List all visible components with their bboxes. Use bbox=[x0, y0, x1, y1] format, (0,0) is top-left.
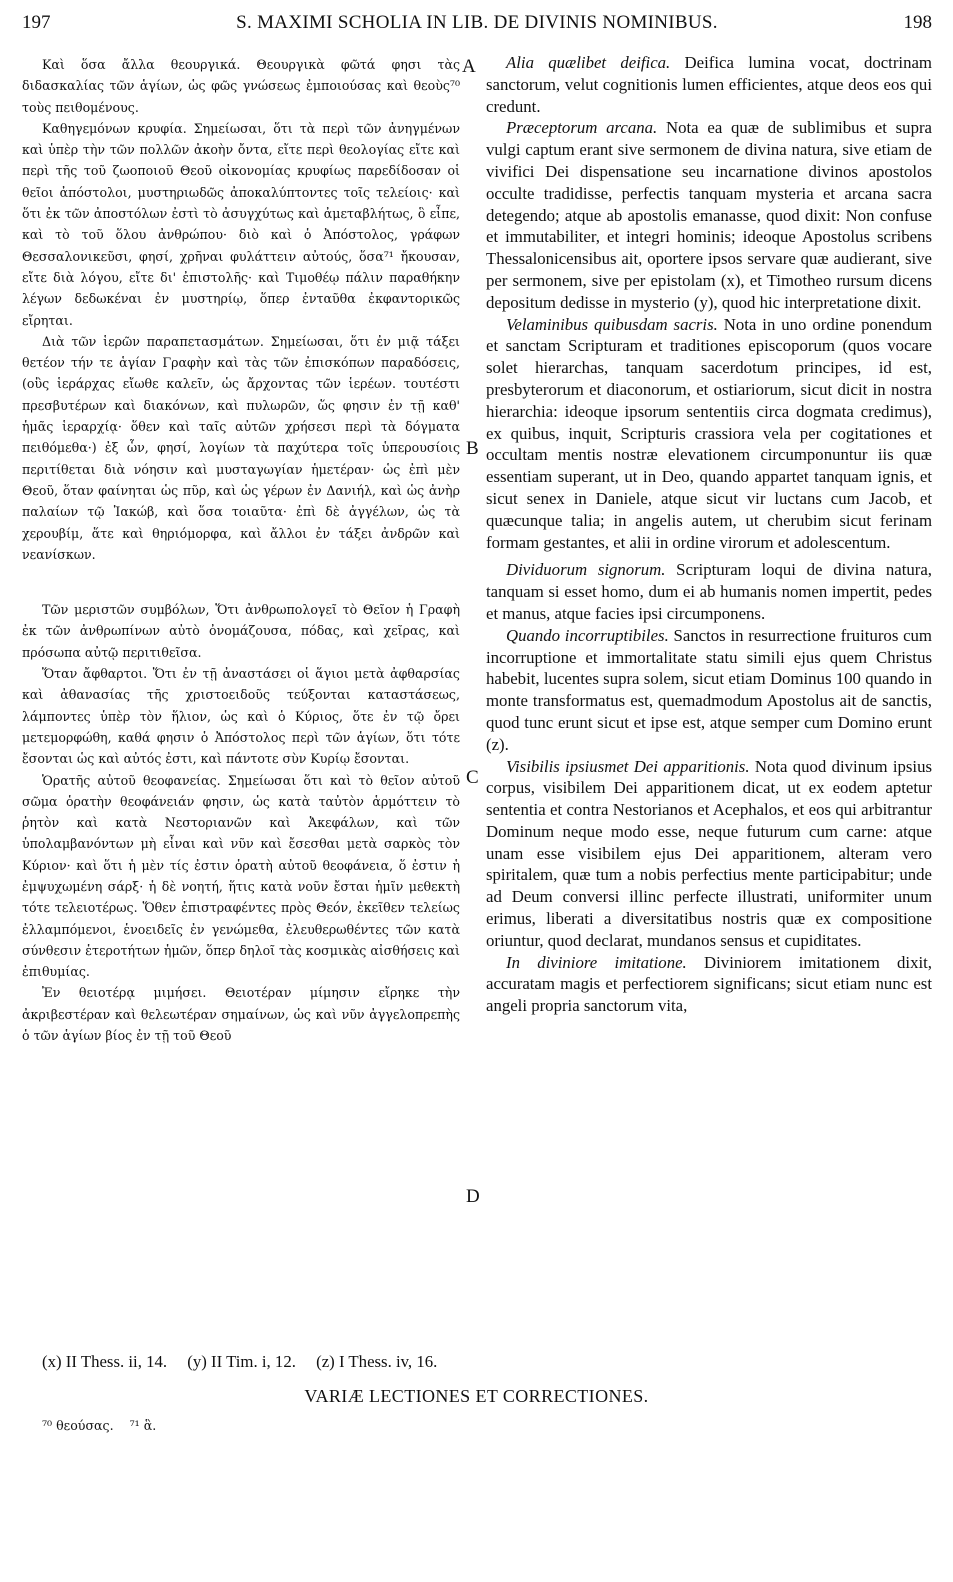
margin-letter-c: C bbox=[466, 767, 479, 788]
variant-note-70: ⁷⁰ θεούσας. bbox=[42, 1418, 114, 1433]
latin-lemma: Dividuorum signorum. bbox=[506, 560, 666, 580]
latin-lemma: Visibilis ipsiusmet Dei apparitionis. bbox=[506, 756, 750, 776]
latin-text: Scripturam loqui de divina natura, tanquam si esset homo, dum ei ab humanis nomen impertit, pedes et manus, atque facies ipsi circumponens. bbox=[486, 560, 932, 623]
section-gap bbox=[22, 565, 460, 599]
page-number-right: 198 bbox=[903, 12, 932, 33]
latin-text: Nota quod divinum ipsius corpus, visibilem Dei apparitionem dicat, ut ex eodem aptetur sententia et contra Nestorianos et Acephalos, et eos qui arbitrantur Dominum neque modo esse, neque futurum cum carne: atque unam esse visibilem ejus Dei apparitionem, alteram vero spiritalem, quæ tum a nobis perfectius mente participabitur; unde ad Deum conversi illinc perfecte illustrati, uniformiter unum erimus, liberati a diversitatibus nostris quæ ex compositione oriuntur, quod declarat, mundanos sensus et cupiditates. bbox=[486, 756, 932, 950]
latin-text: Nota ea quæ de sublimibus et supra vulgi captum erant sive sermonem de divina natura, sive etiam de vivifici Dei dispensatione seu incarnatione divinos apostolos occulte tradidisse, perfectis tanquam mysteria et arcana sacra detegendo; atque ab apostolis emanasse, quod dixit: Non confuse et immutabiliter, et integri hominis; ideoque Apostolus scribens Thessalonicensibus ait, oportere ipsos servare quæ audierant, sive per sermonem, sive per epistolam (x), et Timotheo rursum dicens depositum dedisse in mysterio (y), quod hic interpretatione dixit. bbox=[486, 118, 932, 312]
running-title: S. MAXIMI SCHOLIA IN LIB. DE DIVINIS NOMINIBUS. bbox=[236, 12, 718, 33]
greek-paragraph: Ἐν θειοτέρᾳ μιμήσει. Θειοτέραν μίμησιν εἴρηκε τὴν ἀκριβεστέραν καὶ θελεωτέραν σημαίνων, ὡς καὶ νῦν ἀγγελοπρεπὴς ὁ τῶν ἁγίων βίος ἐν τῇ τοῦ Θεοῦ bbox=[22, 985, 460, 1044]
margin-letter-a: A bbox=[462, 56, 476, 77]
variants-heading: VARIÆ LECTIONES ET CORRECTIONES. bbox=[304, 1386, 649, 1406]
latin-paragraph bbox=[486, 559, 932, 624]
reference-z: (z) I Thess. iv, 16. bbox=[316, 1352, 438, 1371]
latin-lemma: Præceptorum arcana. bbox=[506, 118, 658, 138]
margin-letter-b: B bbox=[466, 438, 479, 459]
reference-y: (y) II Tim. i, 12. bbox=[187, 1352, 296, 1371]
greek-paragraph: Ὅταν ἄφθαρτοι. Ὅτι ἐν τῇ ἀναστάσει οἱ ἅγιοι μετὰ ἀφθαρσίας καὶ ἀθανασίας τῆς χριστοειδοῦς τεύξονται καταστάσεως, λάμποντες ὑπὲρ τὸν ἥλιον, ὡς καὶ ὁ Κύριος, ὅτε ἐν τῷ ὄρει μετεμορφώθη, καθά φησιν ὁ Ἀπόστολος περὶ τῶν ἁγίων, ὅτι τότε ἔσονται ὡς καὶ αὐτός ἐστι, καὶ πάντοτε σὺν Κυρίῳ ἔσονται. bbox=[22, 666, 460, 767]
greek-paragraph: Καθηγεμόνων κρυφία. Σημείωσαι, ὅτι τὰ περὶ τῶν ἀνηγμένων καὶ ὑπὲρ τὴν τῶν πολλῶν ἀκοὴν ὄντα, εἴτε περὶ θεολογίας εἴτε καὶ περὶ τῆς τοῦ ζωοποιοῦ Θεοῦ οἰκονομίας κρυφίως παρεδίδοσαν οἱ θεῖοι ἀπόστολοι, μυστηριωδῶς ἀποκαλύπτοντες τοῖς τελείοις· καὶ ὅτι ἐκ τῶν ἀποστόλων ἐστὶ τὸ ἀσυγχύτως καὶ ἀμεταβλήτως, ὃ εἶπε, καὶ τὸ τοῦ ὅλου ἀνθρώπου· διὸ καὶ ὁ Ἀπόστολος, γράφων Θεσσαλονικεῦσι, φησί, χρῆναι φυλάττειν αὐτούς, ὅσα⁷¹ ἤκουσαν, εἴτε διὰ λόγου, εἴτε δι' ἐπιστολῆς· καὶ Τιμοθέῳ πάλιν παραθήκην λέγων δεδωκέναι ἐν μυστηρίῳ, ὅπερ ἐνταῦθα ἐκφαντορικῶς εἴρηται. bbox=[22, 120, 460, 328]
latin-text: Sanctos in resurrectione fruituros cum incorruptione et immortalitate statu simili ejus quem Christus habebit, lucentes supra solem, sicut etiam Dominus 100 quando in monte transformatus est, quemadmodum Apostolus ait de sanctis, quod tunc erunt sicut et ipse est, atque semper cum Domino erunt (z). bbox=[486, 625, 932, 754]
latin-paragraph bbox=[486, 625, 932, 756]
latin-text: Nota in uno ordine ponendum et sanctam Scripturam et traditiones episcoporum (quos vocare solet hierarchas, tanquam sacerdotum principes, id est, presbyterorum et diaconorum, et ostiariorum, sicut dicit in nostra hierarchia: ideoque ipsorum sententiis circa dogmata credimus), ex quibus, inquit, Scripturis crassiora vela per cogitationes et occultam mentis nostræ elevationem circumponuntur iis quæ essentiam superant, ut in Deo, quando appartet tanquam ignis, et sicut senex in Daniele, atque sicut vir luctans cum Jacob, et quæcunque talia; in angelis autem, ut cherubim sicut ferinam formam gestantes, et alii in ordine virorum et adolescentum. bbox=[486, 314, 932, 552]
scripture-references bbox=[42, 1352, 922, 1380]
latin-lemma: Quando incorruptibiles. bbox=[506, 625, 669, 645]
greek-column bbox=[22, 54, 460, 1344]
page-number-left: 197 bbox=[22, 12, 51, 33]
latin-text: Diviniorem imitationem dixit, accuratam magis et perfectiorem significans; sicut etiam nunc est angeli propria sanctorum vita, bbox=[486, 952, 932, 1016]
latin-column bbox=[486, 52, 932, 1342]
greek-paragraph: Καὶ ὅσα ἄλλα θεουργικά. Θεουργικὰ φῶτά φησι τὰς διδασκαλίας τῶν ἁγίων, ὡς φῶς γνώσεως ἐμποιούσας καὶ θεοὺς⁷⁰ τοὺς πειθομένους. bbox=[22, 57, 460, 115]
variant-notes bbox=[42, 1418, 168, 1433]
latin-lemma: Alia quælibet deifica. bbox=[506, 53, 671, 72]
greek-paragraph: Ὁρατῆς αὐτοῦ θεοφανείας. Σημείωσαι ὅτι καὶ τὸ θεῖον αὐτοῦ σῶμα ὁρατὴν θεοφάνειάν φησιν, ὡς κατὰ ταὐτὸν ἁρμόττειν τὸ ῥητὸν καὶ κατὰ Νεστοριανῶν καὶ Ἀκεφάλων, καὶ τῶν ὑπολαμβανόντων μὴ εἶναι καὶ νῦν καὶ ἔσεσθαι μετὰ σαρκὸς τὸν Κύριον· καὶ ὅτι ἡ μὲν τίς ἐστιν ὁρατὴ αὐτοῦ θεοφάνεια, ὅ ἐστιν ἡ ἐμψυχωμένη σάρξ· ἡ δὲ νοητή, ἥτις κατὰ νοῦν ἔσται ἡμῖν μεθεκτὴ τότε τελειοτέρως. Ὅθεν ἐπιστραφέντες πρὸς Θεόν, ἐκεῖθεν τελείως ἐλλαμπόμενοι, ἑνοειδεῖς ἐν γενώμεθα, ἐλευθερωθέντες τῶν κατὰ σύνθεσιν ἑτεροτήτων ἡμῶν, ὅπερ δηλοῖ τὰς κοσμικὰς αἰσθήσεις καὶ ἐπιθυμίας. bbox=[22, 772, 460, 980]
latin-lemma: In diviniore imitatione. bbox=[506, 952, 687, 972]
latin-paragraph bbox=[486, 52, 932, 117]
running-header bbox=[22, 12, 932, 42]
reference-x: (x) II Thess. ii, 14. bbox=[42, 1352, 168, 1371]
greek-paragraph: Τῶν μεριστῶν συμβόλων, Ὅτι ἀνθρωπολογεῖ τὸ Θεῖον ἡ Γραφὴ ἐκ τῶν ἀνθρωπίνων αὐτὸ ὀνομάζουσα, πόδας, καὶ χεῖρας, καὶ πρόσωπα αὐτῷ περιτιθεῖσα. bbox=[22, 602, 460, 660]
latin-paragraph bbox=[486, 117, 932, 313]
latin-paragraph bbox=[486, 952, 932, 1017]
variant-note-71: ⁷¹ ἃ. bbox=[129, 1418, 157, 1433]
latin-lemma: Velaminibus quibusdam sacris. bbox=[506, 314, 718, 334]
latin-text: Deifica lumina vocat, doctrinam sanctorum, velut cognitionis lumen efficientes, atque deos eos qui credunt. bbox=[486, 53, 932, 116]
latin-paragraph bbox=[486, 756, 932, 952]
latin-paragraph bbox=[486, 314, 932, 554]
margin-letter-d: D bbox=[466, 1186, 480, 1207]
greek-paragraph: Διὰ τῶν ἱερῶν παραπετασμάτων. Σημείωσαι, ὅτι ἐν μιᾷ τάξει θετέον τήν τε ἁγίαν Γραφὴν καὶ τὰς τῶν ἐπισκόπων παραδόσεις, (οὓς ἱεράρχας εἴωθε καλεῖν, ὡς ἄρχοντας τῶν ἱερέων. τουτέστι πρεσβυτέρων καὶ διακόνων, καὶ πυλωρῶν, ὥς φησιν ἐν τῇ καθ' ἡμᾶς ἱεραρχίᾳ· ὅθεν καὶ ταῖς αὐτῶν χρήσεσι περὶ τὰ δόγματα πειθόμεθα·) ἐξ ὧν, φησί, λογίων τὰ παχύτερα τοῖς ὑπερουσίοις περιτίθεται διὰ νόησιν καὶ μυσταγωγίαν ἡμετέραν· ὡς ἐπὶ μὲν Θεοῦ, ὅταν φαίνηται ὡς πῦρ, καὶ ὡς γέρων ἐν Δανιήλ, καὶ ὡς ἀνὴρ παλαίων τῷ Ἰακώβ, καὶ ὅσα τοιαῦτα· ἐπὶ δὲ ἀγγέλων, ὡς τὰ χερουβίμ, ἅτε καὶ θηριόμορφα, καὶ ἄλλοι ἐν τάξει ἀνδρῶν καὶ νεανίσκων. bbox=[22, 333, 460, 562]
